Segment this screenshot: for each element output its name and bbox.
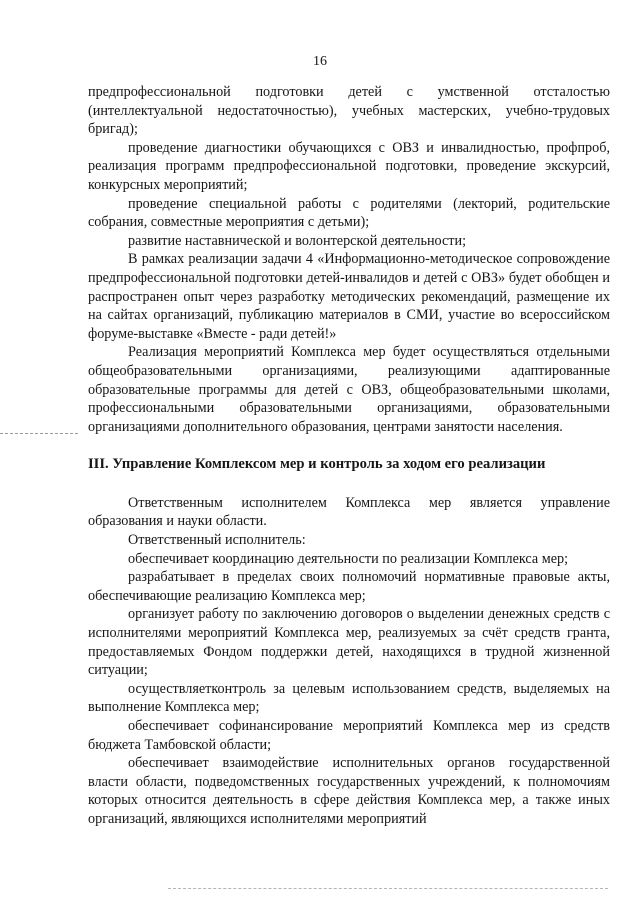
section-heading: III. Управление Комплексом мер и контроль за ходом его реализации (88, 456, 546, 473)
paragraph-bottom-3: обеспечивает координацию деятельности по реализации Комплекса мер; (128, 550, 569, 567)
paragraph-bottom-2: Ответственный исполнитель: (128, 532, 306, 549)
paragraph-bottom-5: организует работу по заключению договоров о выделении денежных средств с исполнителями мероприятий Комплекса мер, реализуемых за счёт средств гранта, предоставляемых Фондом поддержки детей, находящихся в трудной жизненной ситуации; (88, 606, 610, 679)
paragraph-bottom-8: обеспечивает взаимодействие исполнительных органов государственной власти области, подведомственных государственных учреждений, к полномочиям которых относится деятельность в сфере действия Комплекса мер, а также иных организаций, являющихся исполнителями мероприятий (88, 755, 610, 827)
paragraph-top-1: предпрофессиональной подготовки детей с умственной отсталостью (интеллектуальной недостаточностью), учебных мастерских, учебно-трудовых бригад); (88, 84, 610, 138)
paragraph-top-5: В рамках реализации задачи 4 «Информационно-методическое сопровождение предпрофессиональной подготовки детей-инвалидов и детей с ОВЗ» будет обобщен и распространен опыт через разработку методических рекомендаций, размещение их на сайтах организаций, публикацию материалов в СМИ, участие во всероссийском форуме-выставке «Вместе - ради детей!» (88, 251, 610, 342)
paragraph-bottom-6: осуществляетконтроль за целевым использованием средств, выделяемых на выполнение Комплекса мер; (88, 680, 610, 716)
paragraph-bottom-4: разрабатывает в пределах своих полномочий нормативные правовые акты, обеспечивающие реализацию Комплекса мер; (88, 569, 610, 604)
paragraph-top-6: Реализация мероприятий Комплекса мер будет осуществляться отдельными общеобразовательными организациями, реализующими адаптированные образовательные программы для детей с ОВЗ, общеобразовательными школами, профессиональными образовательными организациями, образовательными организациями дополнительного образования, центрами занятости населения. (88, 344, 610, 435)
document-body (88, 83, 610, 829)
paragraph-top-2: проведение диагностики обучающихся с ОВЗ и инвалидностью, профпроб, реализация программ предпрофессиональной подготовки, проведение экскурсий, конкурсных мероприятий; (88, 139, 610, 193)
paragraph-bottom-1: Ответственным исполнителем Комплекса мер является управление образования и науки области. (88, 494, 610, 530)
paragraph-top-4: развитие наставнической и волонтерской деятельности; (128, 232, 467, 249)
paragraph-top-3: проведение специальной работы с родителями (лекторий, родительские собрания, совместные мероприятия с детьми); (88, 195, 610, 231)
paragraph-bottom-7: обеспечивает софинансирование мероприятий Комплекса мер из средств бюджета Тамбовской области; (88, 718, 610, 753)
page-number: 16 (313, 54, 327, 69)
bottom-scan-line (168, 888, 608, 889)
margin-scan-mark (0, 433, 78, 434)
